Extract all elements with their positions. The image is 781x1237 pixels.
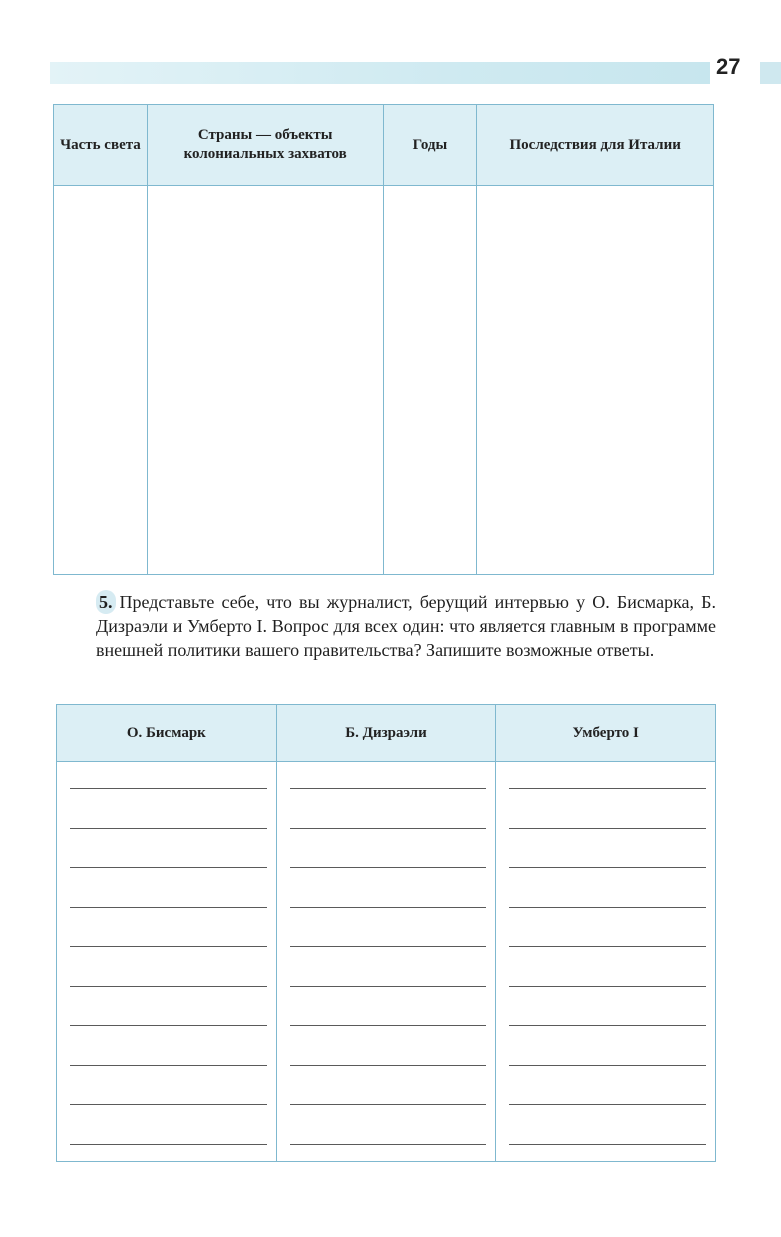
writing-line[interactable] xyxy=(509,907,706,908)
answer-area-bismarck[interactable] xyxy=(57,762,277,1162)
writing-line[interactable] xyxy=(509,1144,706,1145)
cell-countries[interactable] xyxy=(147,186,383,575)
header-countries: Страны — объекты колониальных захватов xyxy=(147,105,383,186)
writing-line[interactable] xyxy=(70,907,267,908)
answer-area-umberto[interactable] xyxy=(496,762,716,1162)
writing-line[interactable] xyxy=(290,1144,487,1145)
page-header-band xyxy=(50,62,710,84)
writing-line[interactable] xyxy=(70,1065,267,1066)
writing-line[interactable] xyxy=(290,1104,487,1105)
table-row xyxy=(57,762,716,1162)
writing-line[interactable] xyxy=(290,788,487,789)
writing-line[interactable] xyxy=(290,907,487,908)
page-number: 27 xyxy=(716,54,741,79)
writing-line[interactable] xyxy=(290,867,487,868)
header-umberto: Умберто I xyxy=(496,705,716,762)
task-number: 5. xyxy=(96,590,116,614)
table-header-row xyxy=(54,105,714,186)
writing-line[interactable] xyxy=(509,1065,706,1066)
writing-line[interactable] xyxy=(70,946,267,947)
writing-line[interactable] xyxy=(70,1025,267,1026)
colonial-conquests-table xyxy=(53,104,714,575)
header-bismarck: О. Бисмарк xyxy=(57,705,277,762)
cell-part-of-world[interactable] xyxy=(54,186,148,575)
header-disraeli: Б. Дизраэли xyxy=(276,705,496,762)
answer-area-disraeli[interactable] xyxy=(276,762,496,1162)
writing-line[interactable] xyxy=(509,788,706,789)
writing-line[interactable] xyxy=(70,1104,267,1105)
writing-line[interactable] xyxy=(509,1104,706,1105)
writing-line[interactable] xyxy=(509,867,706,868)
cell-consequences[interactable] xyxy=(477,186,714,575)
header-years: Годы xyxy=(383,105,477,186)
writing-line[interactable] xyxy=(70,1144,267,1145)
interview-answers-table xyxy=(56,704,716,1162)
table-row xyxy=(54,186,714,575)
writing-line[interactable] xyxy=(70,867,267,868)
writing-line[interactable] xyxy=(509,1025,706,1026)
task-text: Представьте себе, что вы журналист, берущий интервью у О. Бисмарка, Б. Дизраэли и Умберто I. Вопрос для всех один: что является главным в программе внешней политики вашего правительства? Запишите возможные ответы. xyxy=(96,592,716,660)
page-header-tab xyxy=(760,62,781,84)
header-consequences: Последствия для Италии xyxy=(477,105,714,186)
writing-line[interactable] xyxy=(509,946,706,947)
writing-line[interactable] xyxy=(290,986,487,987)
writing-line[interactable] xyxy=(290,1065,487,1066)
writing-line[interactable] xyxy=(509,828,706,829)
writing-line[interactable] xyxy=(290,828,487,829)
writing-line[interactable] xyxy=(290,1025,487,1026)
header-part-of-world: Часть света xyxy=(54,105,148,186)
task-5 xyxy=(96,590,716,662)
writing-line[interactable] xyxy=(70,986,267,987)
cell-years[interactable] xyxy=(383,186,477,575)
table-header-row xyxy=(57,705,716,762)
writing-line[interactable] xyxy=(70,828,267,829)
writing-line[interactable] xyxy=(509,986,706,987)
writing-line[interactable] xyxy=(290,946,487,947)
writing-line[interactable] xyxy=(70,788,267,789)
